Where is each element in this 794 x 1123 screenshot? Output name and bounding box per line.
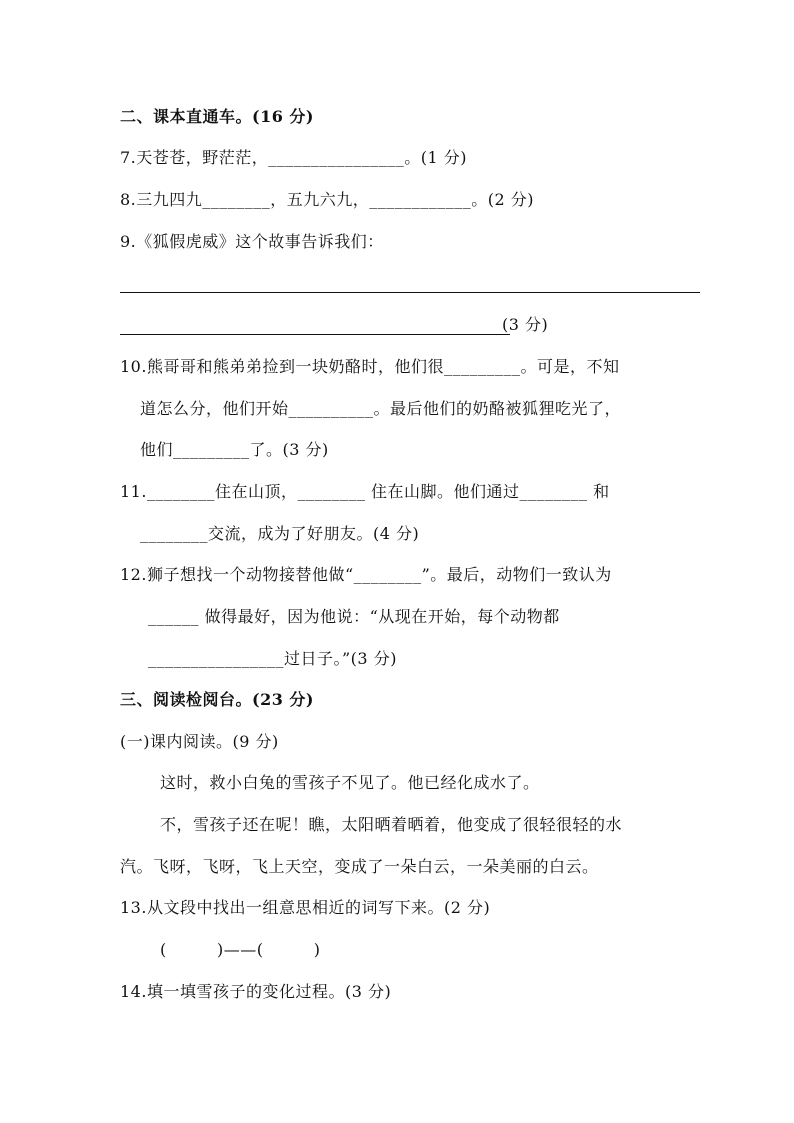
- question-11-line-1: 11.________住在山顶，________ 住在山脚。他们通过________ 和: [120, 482, 610, 501]
- answer-line-1: [120, 292, 700, 293]
- question-10-line-1: 10.熊哥哥和熊弟弟捡到一块奶酪时，他们很_________。可是，不知: [120, 357, 620, 376]
- question-13: 13.从文段中找出一组意思相近的词写下来。(2 分): [120, 898, 491, 917]
- section-3-heading: 三、阅读检阅台。(23 分): [120, 690, 314, 709]
- section-2-heading: 二、课本直通车。(16 分): [120, 107, 314, 126]
- reading-part-1-heading: (一)课内阅读。(9 分): [120, 732, 279, 751]
- question-8: 8.三九四九________，五九六九，____________。(2 分): [120, 190, 535, 209]
- question-12-line-1: 12.狮子想找一个动物接替他做“________”。最后，动物们一致认为: [120, 565, 612, 584]
- question-9-score: (3 分): [502, 315, 549, 334]
- question-7: 7.天苍苍，野茫茫，________________。(1 分): [120, 148, 468, 167]
- question-14: 14.填一填雪孩子的变化过程。(3 分): [120, 982, 392, 1001]
- question-9: 9.《狐假虎威》这个故事告诉我们：: [120, 232, 384, 251]
- question-13-answer: ( )——( ): [160, 940, 321, 959]
- question-11-line-2: ________交流，成为了好朋友。(4 分): [140, 524, 420, 543]
- passage-paragraph-1: 这时，救小白兔的雪孩子不见了。他已经化成水了。: [160, 773, 540, 792]
- passage-paragraph-2-line-1: 不，雪孩子还在呢！瞧，太阳晒着晒着，他变成了很轻很轻的水: [160, 815, 623, 834]
- question-12-line-2: ______ 做得最好，因为他说：“从现在开始，每个动物都: [148, 607, 560, 626]
- question-10-line-2: 道怎么分，他们开始__________。最后他们的奶酪被狐狸吃光了，: [140, 399, 622, 418]
- question-10-line-3: 他们_________了。(3 分): [140, 440, 329, 459]
- passage-paragraph-2-line-2: 汽。飞呀，飞呀，飞上天空，变成了一朵白云，一朵美丽的白云。: [120, 857, 599, 876]
- question-12-line-3: ________________过日子。”(3 分): [148, 649, 397, 668]
- answer-line-2: [120, 334, 510, 335]
